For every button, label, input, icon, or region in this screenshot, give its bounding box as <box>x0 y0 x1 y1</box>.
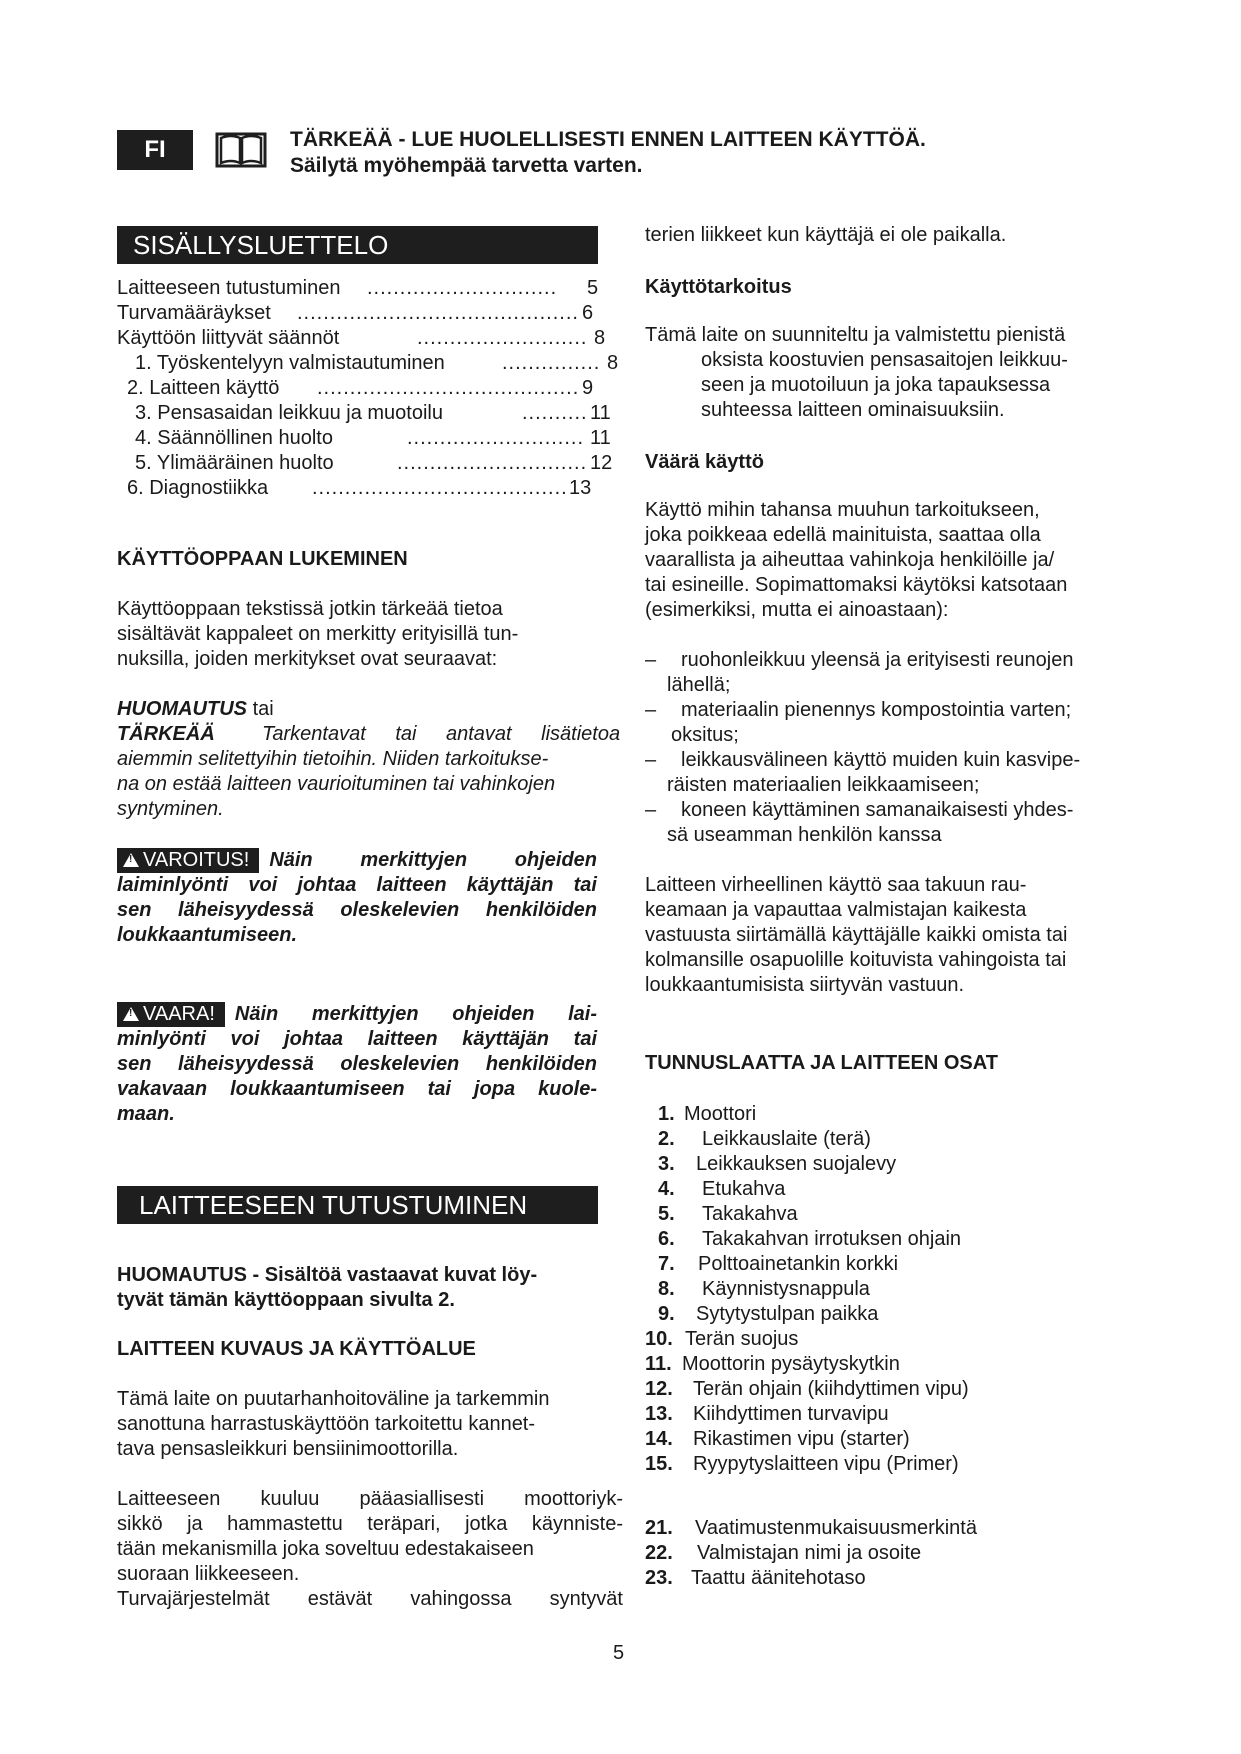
list-item: 21. Vaatimustenmukaisuusmerkintä <box>645 1517 977 1539</box>
list-item: 6. Takakahvan irrotuksen ohjain <box>658 1228 962 1250</box>
reading-intro: Käyttöoppaan tekstissä jotkin tärkeää tietoa sisältävät kappaleet on merkitty erityisillä tun- nuksilla, joiden merkitykset ovat seuraavat: <box>117 598 519 670</box>
list-item: 3. Leikkauksen suojalevy <box>658 1153 897 1175</box>
list-item: – leikkausvälineen käyttö muiden kuin kasvipe- <box>645 749 1081 771</box>
description-heading: LAITTEEN KUVAUS JA KÄYTTÖALUE <box>117 1338 476 1360</box>
warning-triangle-icon <box>123 1007 139 1021</box>
list-item: 22. Valmistajan nimi ja osoite <box>645 1542 922 1564</box>
continued-text: terien liikkeet kun käyttäjä ei ole paikalla. <box>645 224 1007 246</box>
warning-badge: !VAROITUS! <box>117 848 259 873</box>
misuse-text: Käyttö mihin tahansa muuhun tarkoitukseen, joka poikkeaa edellä mainituista, saattaa olla vaarallista ja aiheuttaa vahinkoja henkilöille ja/ tai esineille. Sopimattomaksi käytöksi katsotaan (esimerkiksi, mutta ei ainoastaan): <box>645 499 1068 621</box>
toc-row: 1. Työskentelyyn valmistautuminen ............... 8 <box>135 352 619 374</box>
list-item: 10. Terän suojus <box>645 1328 799 1350</box>
liability-text: Laitteen virheellinen käyttö saa takuun rau- keamaan ja vapauttaa valmistajan kaikesta vastuusta siirtämällä käyttäjälle kaikki omista tai kolmansille osapuolille koituvista vahingoista tai loukkaantumisista siirtyvän vastuun. <box>645 874 1068 996</box>
list-item: 5. Takakahva <box>658 1203 798 1225</box>
list-item: – materiaalin pienennys kompostointia varten; <box>645 699 1072 721</box>
reading-heading: KÄYTTÖOPPAAN LUKEMINEN <box>117 548 408 570</box>
note-word: HUOMAUTUS <box>117 698 247 720</box>
list-item: 7. Polttoainetankin korkki <box>658 1253 899 1275</box>
list-item: 4. Etukahva <box>658 1178 786 1200</box>
list-item: 1. Moottori <box>658 1103 757 1125</box>
list-item: – koneen käyttäminen samanaikaisesti yhdes- <box>645 799 1074 821</box>
list-item: 12. Terän ohjain (kiihdyttimen vipu) <box>645 1378 969 1400</box>
header-warning: TÄRKEÄÄ - LUE HUOLELLISESTI ENNEN LAITTEEN KÄYTTÖÄ. <box>290 128 926 151</box>
danger-badge: !VAARA! <box>117 1002 225 1027</box>
toc-row: Turvamääräykset ........................................... 6 <box>117 302 594 324</box>
important-word: TÄRKEÄÄ <box>117 723 215 745</box>
section-title: LAITTEESEEN TUTUSTUMINEN <box>117 1186 598 1224</box>
toc-row: 6. Diagnostiikka ....................................... 13 <box>127 477 592 499</box>
list-item: 9. Sytytystulpan paikka <box>658 1303 879 1325</box>
parts-heading: TUNNUSLAATTA JA LAITTEEN OSAT <box>645 1052 998 1074</box>
list-item: 15. Ryypytyslaitteen vipu (Primer) <box>645 1453 959 1475</box>
description-paragraph-1: Tämä laite on puutarhanhoitoväline ja tarkemmin sanottuna harrastuskäyttöön tarkoitettu kannet- tava pensasleikkuri bensiinimoottorilla. <box>117 1388 550 1460</box>
warning-triangle-icon <box>123 853 139 867</box>
list-item: 11. Moottorin pysäytyskytkin <box>645 1353 900 1375</box>
list-item: 13. Kiihdyttimen turvavipu <box>645 1403 889 1425</box>
toc-row: 3. Pensasaidan leikkuu ja muotoilu .......... 11 <box>135 402 611 424</box>
list-item: 8. Käynnistysnappula <box>658 1278 870 1300</box>
toc-title: SISÄLLYSLUETTELO <box>117 226 598 264</box>
list-item: – ruohonleikkuu yleensä ja erityisesti reunojen <box>645 649 1074 671</box>
book-icon <box>215 130 267 170</box>
table-of-contents <box>117 276 637 501</box>
purpose-text: Tämä laite on suunniteltu ja valmistettu pienistä oksista koostuvien pensasaitojen leikkuu- seen ja muotoiluun ja joka tapauksessa suhteessa laitteen ominaisuuksiin. <box>645 324 1068 421</box>
list-item: 2. Leikkauslaite (terä) <box>658 1128 871 1150</box>
purpose-heading: Käyttötarkoitus <box>645 276 792 298</box>
toc-row: Laitteeseen tutustuminen ............................. 5 <box>117 277 599 299</box>
toc-row: 2. Laitteen käyttö ........................................ 9 <box>127 377 594 399</box>
page-number: 5 <box>613 1642 625 1664</box>
danger-block: !VAARA! Näin merkittyjen ohjeiden lai- minlyönti voi johtaa laitteen käyttäjän tai sen läheisyydessä oleskelevien henkilöiden vakavaan loukkaantumiseen tai jopa kuole- maan. <box>117 1002 597 1127</box>
list-item: 14. Rikastimen vipu (starter) <box>645 1428 910 1450</box>
misuse-heading: Väärä käyttö <box>645 451 764 473</box>
parts-list <box>645 1102 969 1477</box>
list-item: 23. Taattu äänitehotaso <box>645 1567 866 1589</box>
plate-list <box>645 1516 977 1591</box>
warning-block: !VAROITUS! Näin merkittyjen ohjeiden laiminlyönti voi johtaa laitteen käyttäjän tai sen läheisyydessä oleskelevien henkilöiden loukkaantumiseen. <box>117 848 597 948</box>
header-keep-note: Säilytä myöhempää tarvetta varten. <box>290 154 643 177</box>
note-important-block: HUOMAUTUS tai TÄRKEÄÄ Tarkentavat tai antavat lisätietoa aiemmin selitettyihin tietoihin. Niiden tarkoitukse- na on estää laitteen vaurioituminen tai vahinkojen syntyminen. <box>117 698 621 820</box>
toc-row: 5. Ylimääräinen huolto ............................. 12 <box>135 452 613 474</box>
toc-row: Käyttöön liittyvät säännöt .......................... 8 <box>117 327 606 349</box>
parts-note: HUOMAUTUS - Sisältöä vastaavat kuvat löy- tyvät tämän käyttöoppaan sivulta 2. <box>117 1264 538 1311</box>
toc-row: 4. Säännöllinen huolto ........................... 11 <box>135 427 611 449</box>
misuse-list: – ruohonleikkuu yleensä ja erityisesti reunojen lähellä; – materiaalin pienennys kompostointia varten; oksitus; – leikkausvälineen käyttö muiden kuin kasvipe- räisten materiaalien leikkaamiseen; – koneen käyttäminen samanaikaisesti yhdes- sä useamman henkilön kanssa <box>645 648 1135 848</box>
language-badge: FI <box>117 130 193 170</box>
description-paragraph-2: Laitteeseen kuuluu pääasiallisesti moottoriyk- sikkö ja hammastettu teräpari, jotka käynniste- tään mekanismilla joka soveltuu edestakaiseen suoraan liikkeeseen. Turvajärjestelmät estävät vahingossa syntyvät <box>117 1488 623 1610</box>
